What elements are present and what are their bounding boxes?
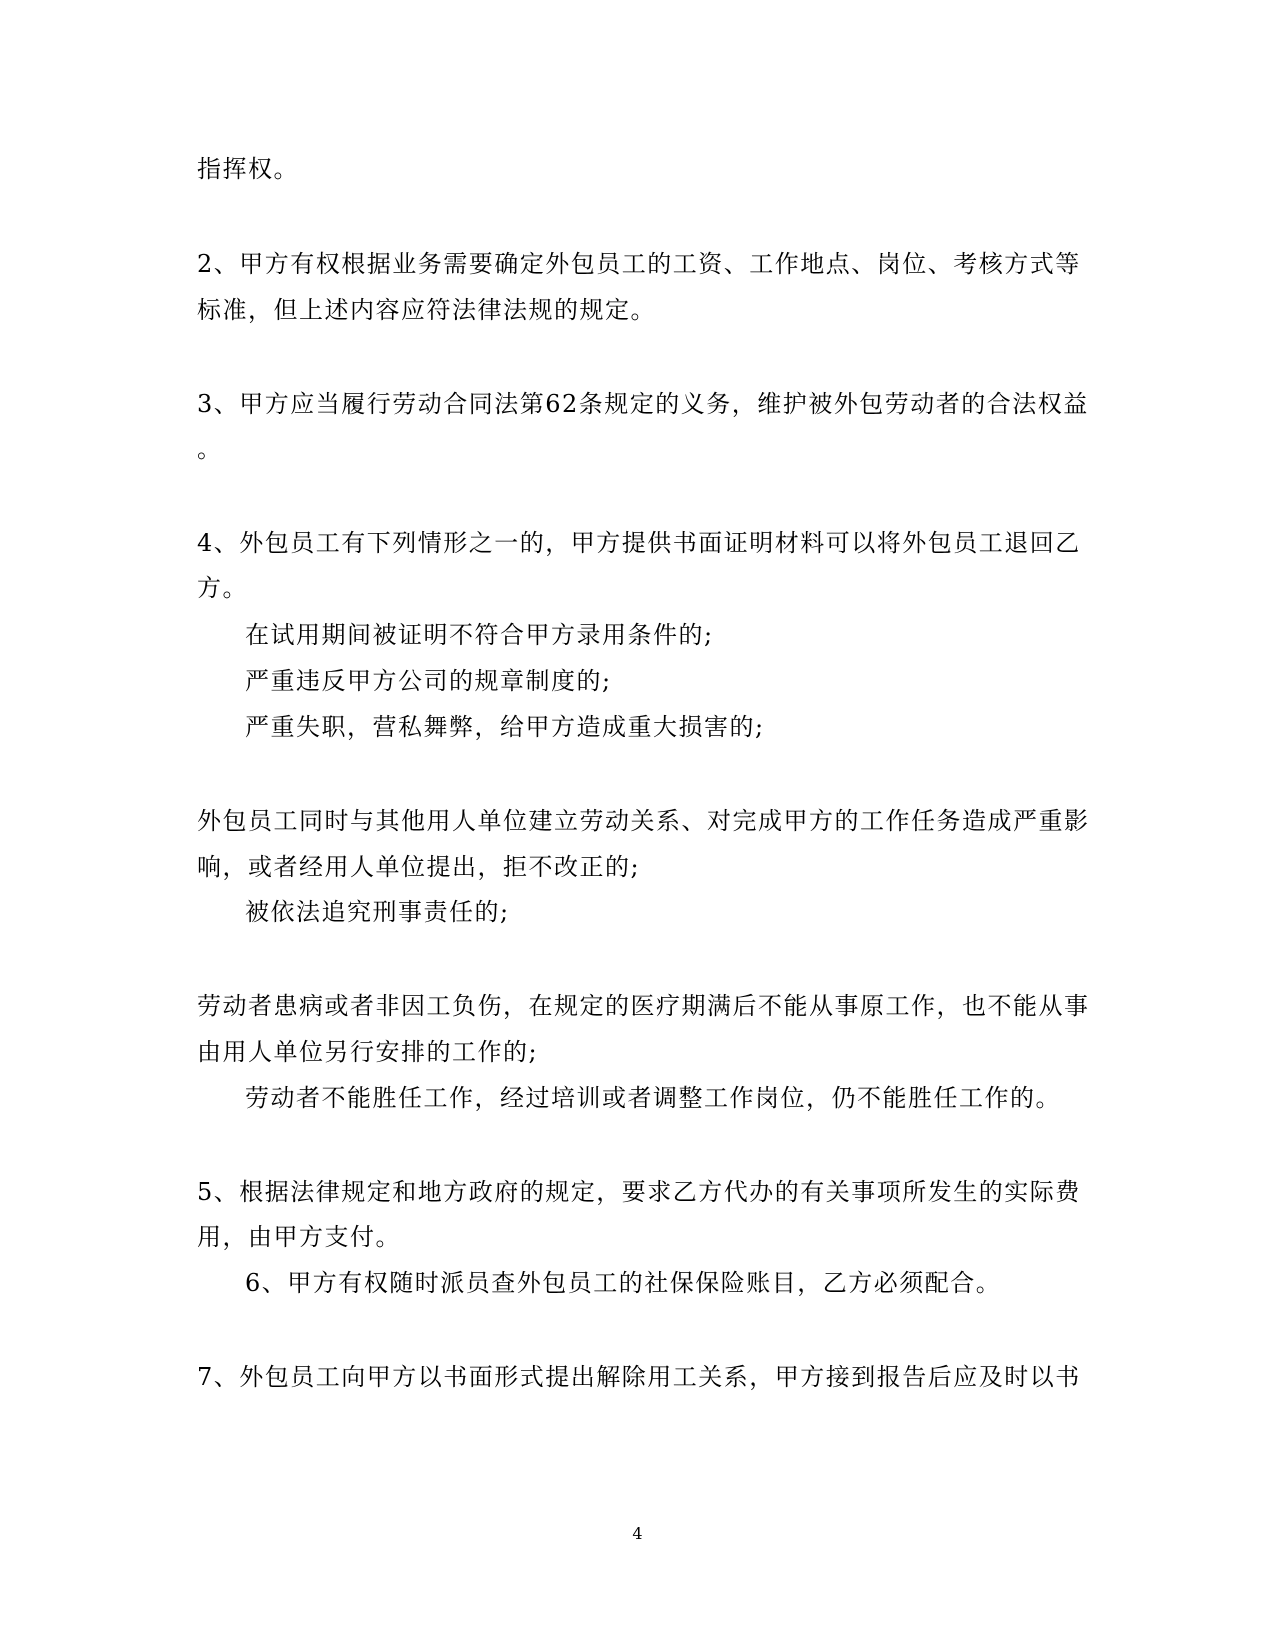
text-line: 严重违反甲方公司的规章制度的; [245,667,612,695]
text-line: 用，由甲方支付。 [197,1223,401,1251]
text-line: 6、甲方有权随时派员查外包员工的社保保险账目，乙方必须配合。 [245,1269,1002,1297]
text-line: 3、甲方应当履行劳动合同法第62条规定的义务，维护被外包劳动者的合法权益 [197,390,1089,418]
text-line: 由用人单位另行安排的工作的; [197,1038,539,1066]
text-line: 。 [197,435,223,463]
text-line: 劳动者患病或者非因工负伤，在规定的医疗期满后不能从事原工作，也不能从事 [197,992,1090,1020]
text-line: 4、外包员工有下列情形之一的，甲方提供书面证明材料可以将外包员工退回乙 [197,529,1081,557]
text-line: 指挥权。 [197,155,299,183]
text-line: 在试用期间被证明不符合甲方录用条件的; [245,621,714,649]
text-line: 方。 [197,574,248,602]
text-line: 严重失职，营私舞弊，给甲方造成重大损害的; [245,713,765,741]
text-line: 标准，但上述内容应符法律法规的规定。 [197,296,656,324]
text-line: 被依法追究刑事责任的; [245,898,510,926]
text-line: 2、甲方有权根据业务需要确定外包员工的工资、工作地点、岗位、考核方式等 [197,250,1081,278]
text-line: 5、根据法律规定和地方政府的规定，要求乙方代办的有关事项所发生的实际费 [197,1178,1081,1206]
text-line: 响，或者经用人单位提出，拒不改正的; [197,853,641,881]
text-line: 外包员工同时与其他用人单位建立劳动关系、对完成甲方的工作任务造成严重影 [197,807,1090,835]
text-line: 劳动者不能胜任工作，经过培训或者调整工作岗位，仍不能胜任工作的。 [245,1084,1061,1112]
page-number: 4 [632,1524,643,1543]
text-line: 7、外包员工向甲方以书面形式提出解除用工关系，甲方接到报告后应及时以书 [197,1363,1081,1391]
